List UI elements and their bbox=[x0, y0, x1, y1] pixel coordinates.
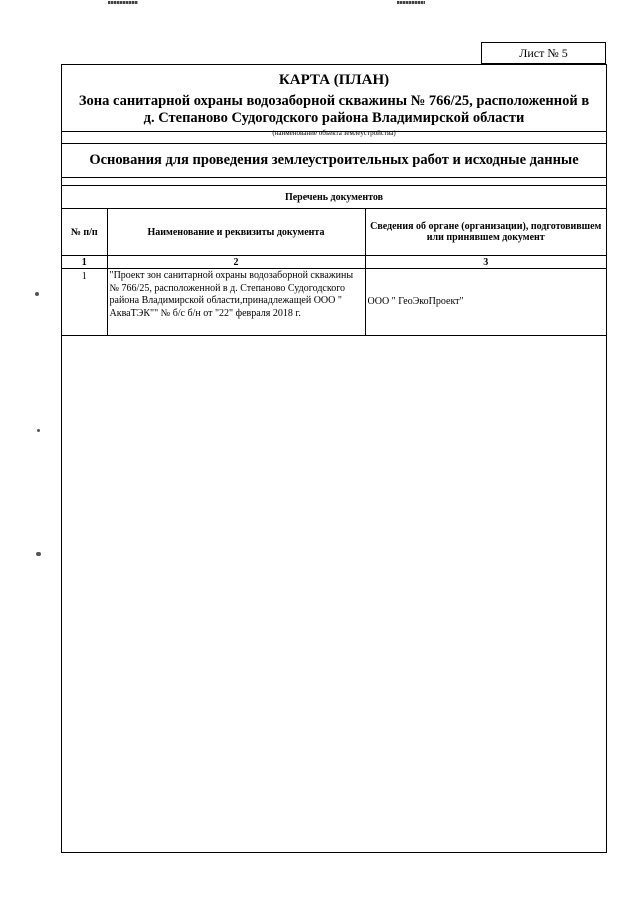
scan-artifact bbox=[397, 1, 425, 4]
zone-title-line-2: д. Степаново Судогодского района Владимирской области bbox=[143, 110, 525, 126]
documents-table bbox=[62, 209, 606, 336]
document-organization: ООО " ГеоЭкоПроект" bbox=[365, 269, 606, 336]
map-title: КАРТА (ПЛАН) bbox=[278, 72, 390, 88]
object-name-note: (наименование объекта землеустройства) bbox=[272, 129, 396, 137]
scan-artifact bbox=[108, 1, 138, 4]
column-header-number: № п/п bbox=[62, 209, 107, 256]
column-index: 1 bbox=[62, 256, 107, 269]
scan-artifact bbox=[37, 429, 40, 432]
row-number: 1 bbox=[62, 269, 107, 336]
document-name: "Проект зон санитарной охраны водозаборной скважины № 766/25, расположенной в д. Степаново Судогодского района Владимирской области,принадлежащей ООО " АкваТЭК"" № б/с б/н от "22" февраля 2018 г. bbox=[107, 269, 365, 336]
sheet-number: Лист № 5 bbox=[481, 42, 606, 64]
column-index-row bbox=[62, 256, 606, 269]
column-header-organization: Сведения об органе (организации), подготовившем или принявшем документ bbox=[365, 209, 606, 256]
column-header-document: Наименование и реквизиты документа bbox=[107, 209, 365, 256]
basis-section-title: Основания для проведения землеустроительных работ и исходные данные bbox=[62, 144, 606, 178]
column-index: 3 bbox=[365, 256, 606, 269]
table-header-row bbox=[62, 209, 606, 256]
document-frame bbox=[61, 64, 607, 853]
scan-artifact bbox=[35, 292, 39, 296]
table-row bbox=[62, 269, 606, 336]
separator-row bbox=[62, 178, 606, 186]
document-header bbox=[62, 65, 606, 137]
scan-artifact bbox=[36, 552, 41, 556]
documents-list-title: Перечень документов bbox=[62, 186, 606, 209]
column-index: 2 bbox=[107, 256, 365, 269]
zone-title-line-1: Зона санитарной охраны водозаборной скважины № 766/25, расположенной в bbox=[78, 93, 590, 109]
